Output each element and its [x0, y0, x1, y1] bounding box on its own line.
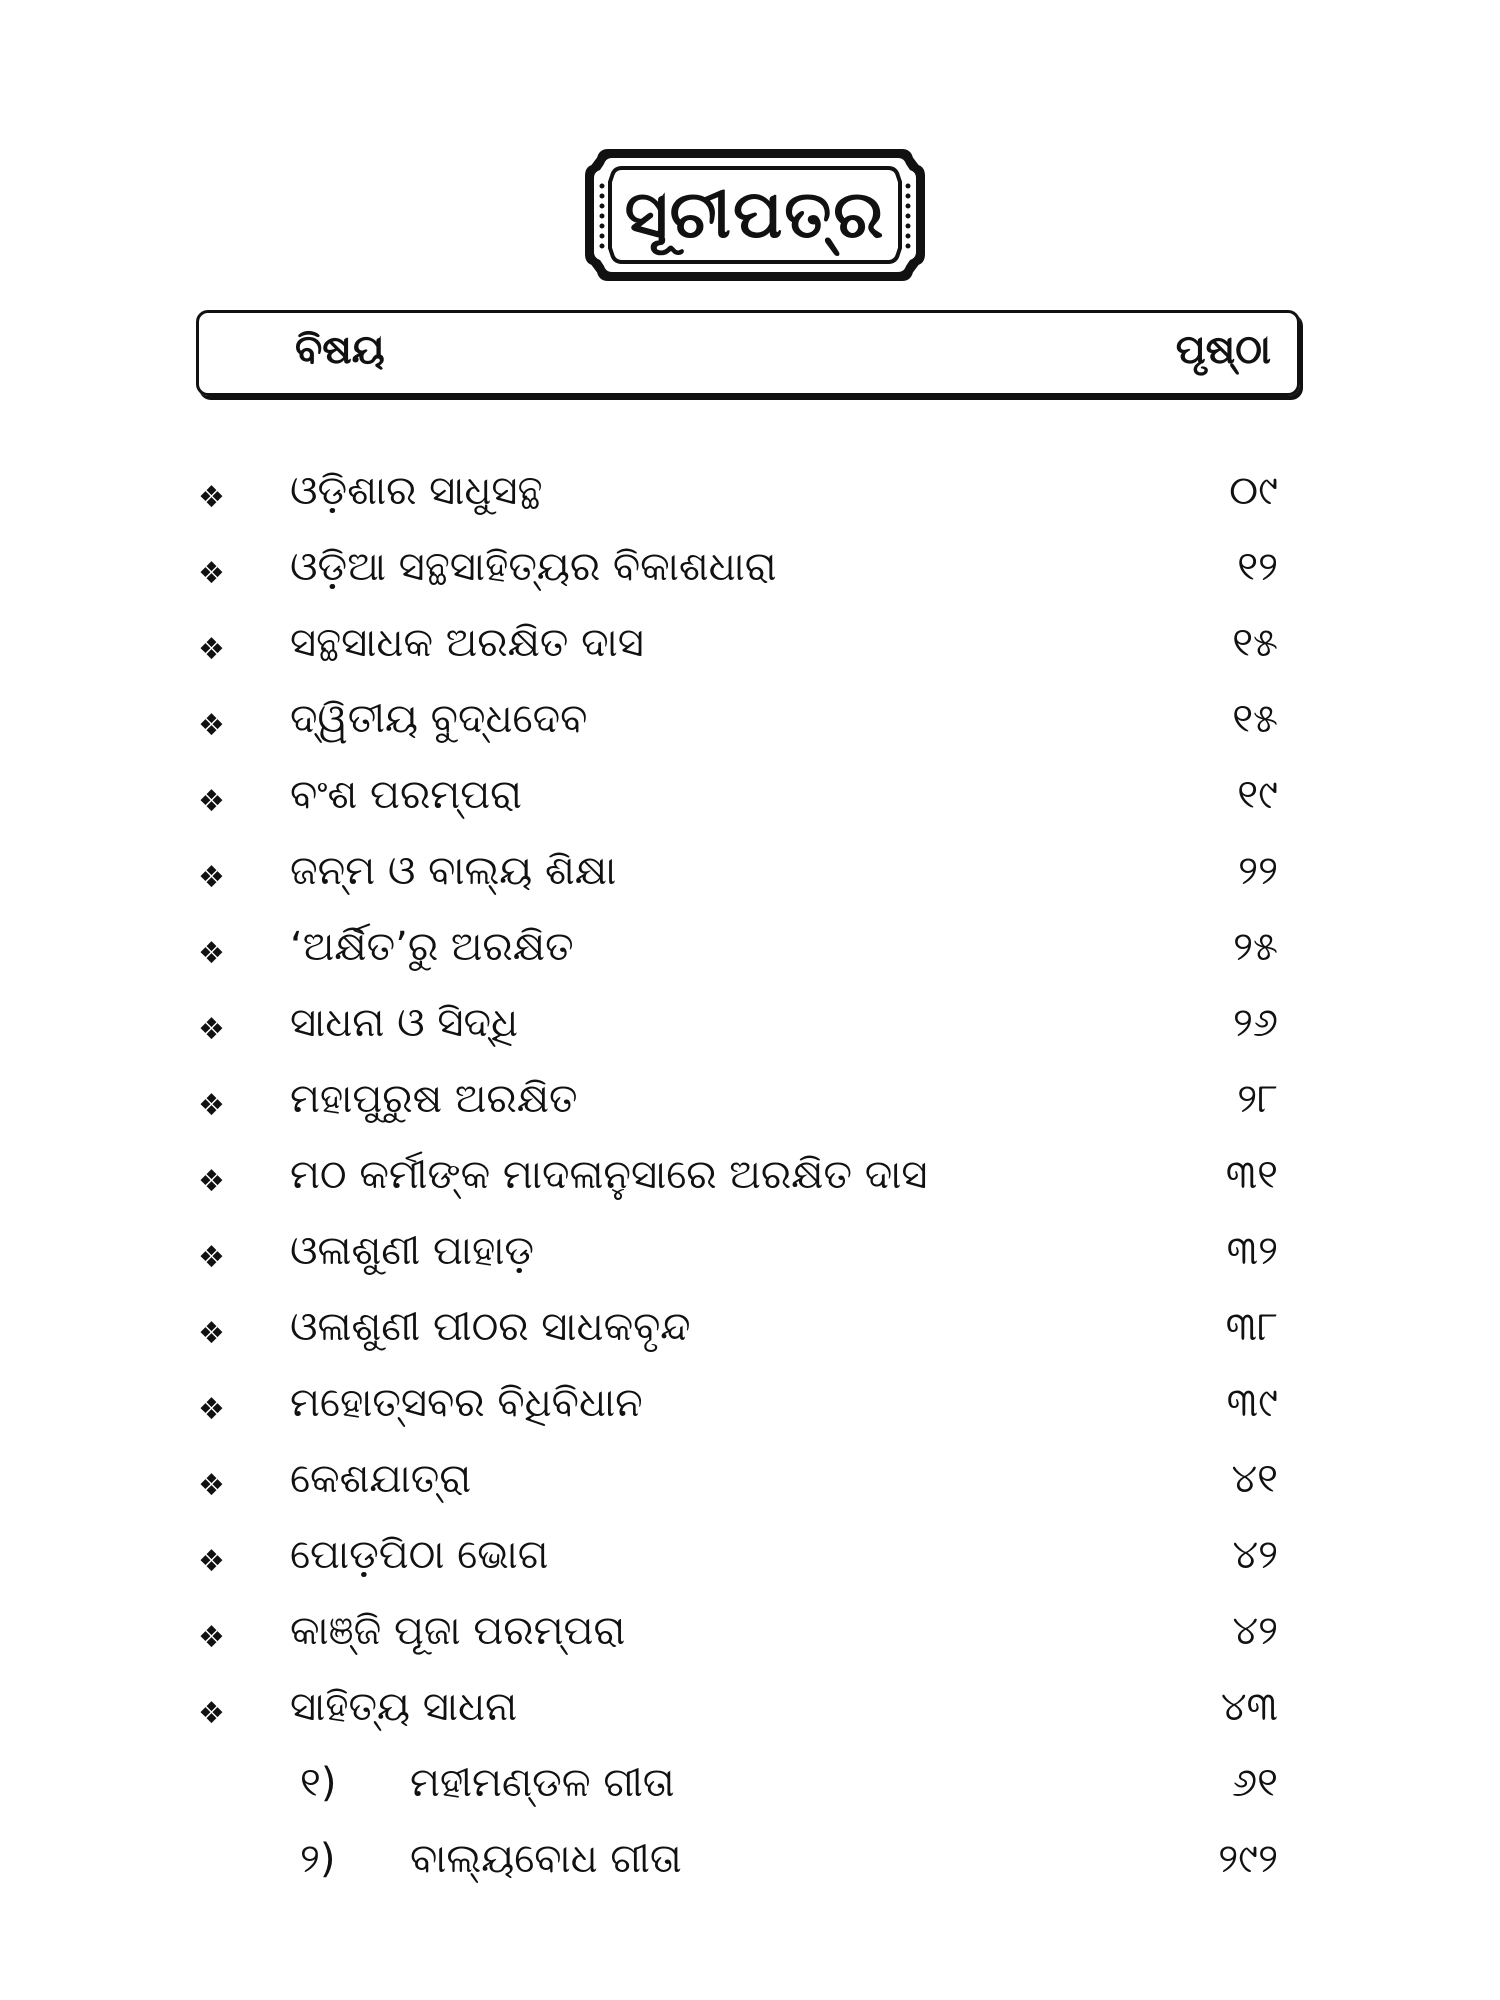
toc-entry — [0, 992, 1500, 1068]
bullet-icon: ❖ — [198, 1012, 225, 1047]
page-title: ସୂଚୀପତ୍ର — [624, 175, 886, 253]
entry-title: ମଠ କର୍ମୀଙ୍କ ମାଦଳାନୁସାରେ ଅରକ୍ଷିତ ଦାସ — [290, 1152, 928, 1198]
sub-entry-title: ବାଲ୍ୟବୋଧ ଗୀତା — [410, 1836, 682, 1882]
toc-entry — [0, 536, 1500, 612]
toc-entry — [0, 1676, 1500, 1752]
entry-title: ପୋଡ଼ପିଠା ଭୋଗ — [290, 1532, 549, 1578]
bullet-icon: ❖ — [198, 480, 225, 515]
entry-title: ସନ୍ଥସାଧକ ଅରକ୍ଷିତ ଦାସ — [290, 620, 644, 666]
bullet-icon: ❖ — [198, 1468, 225, 1503]
page-number: ୪୨ — [1232, 1608, 1278, 1654]
toc-entry — [0, 1068, 1500, 1144]
entry-title: ମହାପୁରୁଷ ଅରକ୍ଷିତ — [290, 1076, 578, 1122]
bullet-icon: ❖ — [198, 1392, 225, 1427]
toc-entry — [0, 916, 1500, 992]
page-number: ୦୯ — [1229, 468, 1278, 514]
toc-entry — [0, 612, 1500, 688]
subject-column-label: ବିଷୟ — [295, 327, 385, 373]
toc-entry — [0, 840, 1500, 916]
entry-title: ଓଳାଶୁଣୀ ପୀଠର ସାଧକବୃନ୍ଦ — [290, 1304, 691, 1350]
bullet-icon: ❖ — [198, 1088, 225, 1123]
page-number: ୨୬ — [1232, 1000, 1278, 1046]
page-number: ୩୮ — [1225, 1304, 1278, 1350]
bullet-icon: ❖ — [198, 1696, 225, 1731]
page-number: ୩୧ — [1225, 1152, 1278, 1198]
entry-title: ସାଧନା ଓ ସିଦ୍ଧି — [290, 1000, 519, 1046]
page-number: ୪୨ — [1232, 1532, 1278, 1578]
toc-entry — [0, 688, 1500, 764]
sub-entry-number: ୧) — [300, 1760, 337, 1806]
sub-entry-number: ୨) — [300, 1836, 336, 1882]
column-header — [196, 310, 1300, 396]
page-number: ୨୮ — [1237, 1076, 1278, 1122]
page-number: ୧୨ — [1237, 544, 1278, 590]
toc-entry — [0, 1296, 1500, 1372]
toc-entry — [0, 1600, 1500, 1676]
toc-sub-entry — [0, 1752, 1500, 1828]
toc-entry — [0, 1372, 1500, 1448]
toc-entry — [0, 1448, 1500, 1524]
bullet-icon: ❖ — [198, 860, 225, 895]
page-column-label: ପୃଷ୍ଠା — [1175, 327, 1271, 373]
sub-entry-title: ମହୀମଣ୍ଡଳ ଗୀତା — [410, 1760, 675, 1806]
page-number: ୨୯୨ — [1218, 1836, 1278, 1882]
toc-entry — [0, 1144, 1500, 1220]
entry-title: କେଶଯାତ୍ରା — [290, 1456, 472, 1502]
bullet-icon: ❖ — [198, 1240, 225, 1275]
title-plaque — [578, 142, 932, 288]
bullet-icon: ❖ — [198, 1544, 225, 1579]
entry-title: ଜନ୍ମ ଓ ବାଲ୍ୟ ଶିକ୍ଷା — [290, 848, 617, 894]
page-number: ୬୧ — [1232, 1760, 1278, 1806]
toc-entry — [0, 1524, 1500, 1600]
toc-entry — [0, 460, 1500, 536]
toc-entry — [0, 1220, 1500, 1296]
page-number: ୪୩ — [1220, 1684, 1278, 1730]
page-number: ୪୧ — [1231, 1456, 1278, 1502]
bullet-icon: ❖ — [198, 1316, 225, 1351]
page-number: ୧୫ — [1232, 620, 1278, 666]
entry-title: ‘ଅର୍କ୍ଷିତ’ରୁ ଅରକ୍ଷିତ — [290, 924, 574, 970]
bullet-icon: ❖ — [198, 784, 225, 819]
entry-title: ଓଡ଼ିଆ ସନ୍ଥସାହିତ୍ୟର ବିକାଶଧାରା — [290, 544, 777, 590]
entry-title: ସାହିତ୍ୟ ସାଧନା — [290, 1684, 518, 1730]
page-number: ୩୯ — [1226, 1380, 1278, 1426]
entry-title: ଓଳାଶୁଣୀ ପାହାଡ଼ — [290, 1228, 535, 1274]
bullet-icon: ❖ — [198, 1620, 225, 1655]
bullet-icon: ❖ — [198, 632, 225, 667]
toc-sub-entry — [0, 1828, 1500, 1904]
page-number: ୨୫ — [1233, 924, 1278, 970]
bullet-icon: ❖ — [198, 936, 225, 971]
page-number: ୧୯ — [1237, 772, 1278, 818]
entry-title: ଦ୍ୱିତୀୟ ବୁଦ୍ଧଦେବ — [290, 696, 588, 742]
entry-title: ମହୋତ୍ସବର ବିଧିବିଧାନ — [290, 1380, 643, 1426]
entry-title: କାଞ୍ଜି ପୂଜା ପରମ୍ପରା — [290, 1608, 626, 1654]
bullet-icon: ❖ — [198, 556, 225, 591]
entry-title: ଓଡ଼ିଶାର ସାଧୁସନ୍ଥ — [290, 468, 543, 514]
page-number: ୧୫ — [1232, 696, 1278, 742]
bullet-icon: ❖ — [198, 708, 225, 743]
entry-title: ବଂଶ ପରମ୍ପରା — [290, 772, 522, 818]
page-number: ୩୨ — [1226, 1228, 1278, 1274]
page-number: ୨୨ — [1238, 848, 1278, 894]
bullet-icon: ❖ — [198, 1164, 225, 1199]
toc-entry — [0, 764, 1500, 840]
